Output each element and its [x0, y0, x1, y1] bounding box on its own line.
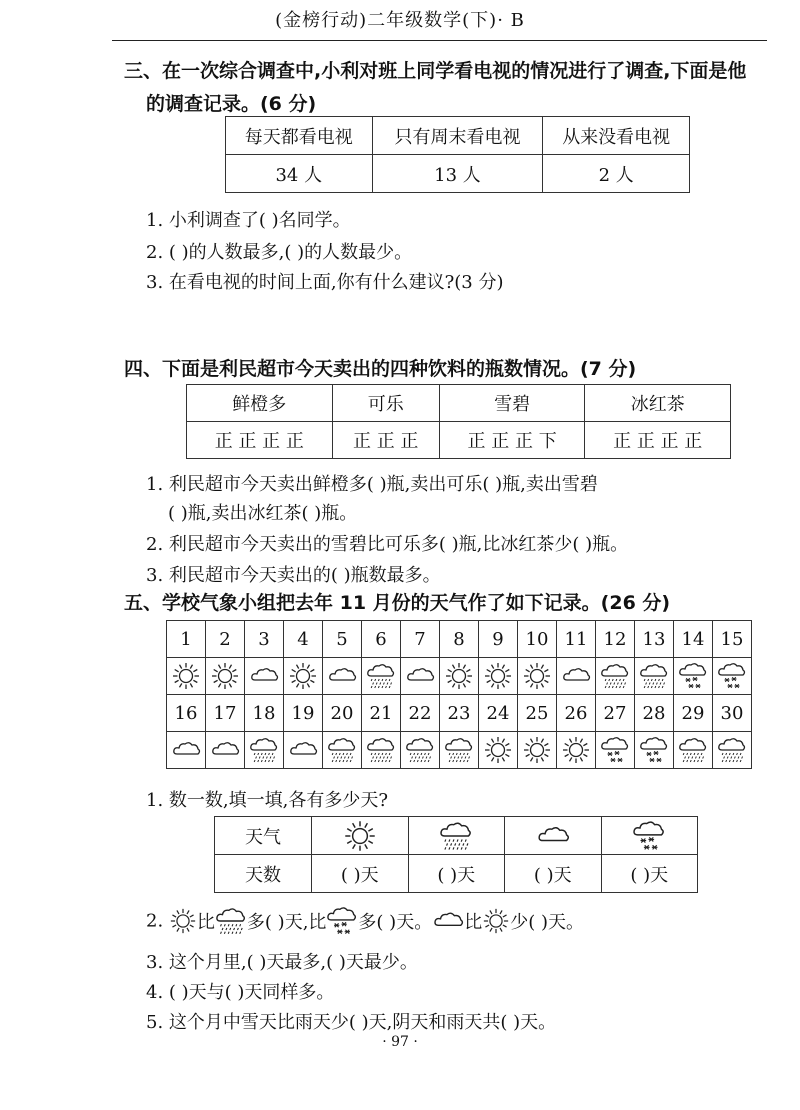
snow-icon [600, 739, 630, 760]
sun-icon [171, 665, 201, 686]
day-number-cell: 1 [167, 621, 206, 658]
section5-title: 五、学校气象小组把去年 11 月份的天气作了如下记录。(26 分) [124, 592, 671, 614]
cloud-icon [536, 825, 570, 846]
tv-survey-table [225, 116, 690, 193]
day-number-cell: 11 [557, 621, 596, 658]
drink-col-sprite: 雪碧 [439, 385, 585, 422]
weather-cell [284, 658, 323, 695]
snow-icon [639, 739, 669, 760]
day-number-cell: 3 [245, 621, 284, 658]
weather-cell [440, 732, 479, 769]
sun-icon [483, 739, 513, 760]
s3-question-2: 2. ( )的人数最多,( )的人数最少。 [146, 242, 413, 263]
snow-icon [717, 665, 747, 686]
weather-cell [323, 732, 362, 769]
weather-cell [401, 658, 440, 695]
page-header: (金榜行动)二年级数学(下)· B [275, 10, 525, 31]
drink-col-cola: 可乐 [332, 385, 439, 422]
cloud-icon [561, 665, 591, 686]
drink-tally-cola: 正 正 正 [332, 422, 439, 459]
weather-cell [674, 658, 713, 695]
sun-icon [482, 910, 510, 931]
cloud-icon [249, 665, 279, 686]
section4-title: 四、下面是利民超市今天卖出的四种饮料的瓶数情况。(7 分) [124, 358, 637, 380]
sun-icon [483, 665, 513, 686]
day-number-cell: 9 [479, 621, 518, 658]
s4-question-2: 2. 利民超市今天卖出的雪碧比可乐多( )瓶,比冰红茶少( )瓶。 [146, 534, 629, 555]
count-cloud-cell [505, 817, 602, 855]
drink-tally-icetea: 正 正 正 正 [585, 422, 731, 459]
weather-cell [206, 732, 245, 769]
rain-icon [678, 739, 708, 760]
s4-question-1: 1. 利民超市今天卖出鲜橙多( )瓶,卖出可乐( )瓶,卖出雪碧 [146, 474, 598, 495]
rain-icon [717, 739, 747, 760]
tv-val-never: 2 人 [543, 155, 690, 193]
rain-icon [600, 665, 630, 686]
s3-question-3: 3. 在看电视的时间上面,你有什么建议?(3 分) [146, 272, 504, 293]
count-rain-blank: ( )天 [408, 855, 505, 893]
s5-question-1: 1. 数一数,填一填,各有多少天? [146, 790, 388, 811]
sun-icon [444, 665, 474, 686]
sun-icon [522, 665, 552, 686]
q2-text-d: 比 [464, 912, 483, 933]
count-rain-cell [408, 817, 505, 855]
rain-icon [366, 739, 396, 760]
count-cloud-blank: ( )天 [505, 855, 602, 893]
weather-cell [557, 732, 596, 769]
sun-icon [343, 825, 377, 846]
q2-text-c: 多( )天。 [358, 912, 433, 933]
weather-cell [245, 732, 284, 769]
tv-val-weekend: 13 人 [372, 155, 543, 193]
q2-number: 2. [146, 910, 164, 932]
sun-icon [210, 665, 240, 686]
tv-col-weekend: 只有周末看电视 [372, 117, 543, 155]
drink-col-icetea: 冰红茶 [585, 385, 731, 422]
day-number-cell: 10 [518, 621, 557, 658]
rain-icon [439, 825, 473, 846]
s5-question-2 [146, 905, 584, 937]
drink-tally-sprite: 正 正 正 下 [439, 422, 585, 459]
cloud-icon [327, 665, 357, 686]
weather-cell [479, 658, 518, 695]
weather-cell [167, 658, 206, 695]
weather-cell [713, 658, 752, 695]
weather-record-table [166, 620, 752, 769]
cloud-icon [405, 665, 435, 686]
tv-col-everyday: 每天都看电视 [226, 117, 373, 155]
s4-question-3: 3. 利民超市今天卖出的( )瓶数最多。 [146, 565, 441, 586]
day-number-cell: 17 [206, 695, 245, 732]
s5-question-4: 4. ( )天与( )天同样多。 [146, 982, 335, 1003]
q2-text-b: 多( )天,比 [246, 912, 327, 933]
day-number-cell: 22 [401, 695, 440, 732]
weather-cell [440, 658, 479, 695]
header-rule [112, 40, 767, 41]
day-number-cell: 24 [479, 695, 518, 732]
page-number: · 97 · [382, 1034, 418, 1050]
section3-title: 三、在一次综合调查中,小利对班上同学看电视的情况进行了调查,下面是他 [124, 60, 747, 82]
cloud-icon [288, 739, 318, 760]
weather-cell [596, 732, 635, 769]
q2-text-e: 少( )天。 [510, 912, 584, 933]
weather-cell [479, 732, 518, 769]
rain-icon [249, 739, 279, 760]
day-number-cell: 18 [245, 695, 284, 732]
rain-icon [215, 910, 247, 931]
weather-cell [635, 732, 674, 769]
day-number-cell: 4 [284, 621, 323, 658]
count-snow-blank: ( )天 [601, 855, 698, 893]
day-number-cell: 27 [596, 695, 635, 732]
weather-cell [362, 658, 401, 695]
rain-icon [444, 739, 474, 760]
tv-val-everyday: 34 人 [226, 155, 373, 193]
count-sun-blank: ( )天 [312, 855, 409, 893]
day-number-cell: 12 [596, 621, 635, 658]
cloud-icon [210, 739, 240, 760]
weather-cell [713, 732, 752, 769]
weather-cell [245, 658, 284, 695]
weather-cell [596, 658, 635, 695]
day-number-cell: 6 [362, 621, 401, 658]
weather-cell [284, 732, 323, 769]
sun-icon [561, 739, 591, 760]
snow-icon [326, 910, 358, 931]
day-number-cell: 2 [206, 621, 245, 658]
day-number-cell: 20 [323, 695, 362, 732]
q2-text-a: 比 [196, 912, 215, 933]
day-number-cell: 26 [557, 695, 596, 732]
day-number-cell: 29 [674, 695, 713, 732]
sun-icon [169, 910, 197, 931]
s5-question-3: 3. 这个月里,( )天最多,( )天最少。 [146, 952, 418, 973]
weather-count-table [214, 816, 698, 893]
count-sun-cell [312, 817, 409, 855]
cloud-icon [171, 739, 201, 760]
day-number-cell: 5 [323, 621, 362, 658]
weather-cell [674, 732, 713, 769]
day-number-cell: 19 [284, 695, 323, 732]
sun-icon [288, 665, 318, 686]
day-number-cell: 16 [167, 695, 206, 732]
weather-cell [518, 658, 557, 695]
drink-tally-orange: 正 正 正 正 [187, 422, 333, 459]
weather-cell [362, 732, 401, 769]
s4-question-1-cont: ( )瓶,卖出冰红茶( )瓶。 [168, 503, 358, 524]
day-number-cell: 30 [713, 695, 752, 732]
count-row-weather-label: 天气 [215, 817, 312, 855]
rain-icon [639, 665, 669, 686]
tv-col-never: 从来没看电视 [543, 117, 690, 155]
rain-icon [405, 739, 435, 760]
day-number-cell: 15 [713, 621, 752, 658]
count-row-days-label: 天数 [215, 855, 312, 893]
count-snow-cell [601, 817, 698, 855]
drink-sales-table [186, 384, 731, 459]
weather-cell [167, 732, 206, 769]
s3-question-1: 1. 小利调查了( )名同学。 [146, 210, 351, 231]
cloud-icon [432, 910, 464, 931]
rain-icon [327, 739, 357, 760]
day-number-cell: 25 [518, 695, 557, 732]
day-number-cell: 23 [440, 695, 479, 732]
day-number-cell: 21 [362, 695, 401, 732]
weather-cell [206, 658, 245, 695]
day-number-cell: 13 [635, 621, 674, 658]
weather-cell [635, 658, 674, 695]
day-number-cell: 28 [635, 695, 674, 732]
sun-icon [522, 739, 552, 760]
day-number-cell: 8 [440, 621, 479, 658]
snow-icon [678, 665, 708, 686]
rain-icon [366, 665, 396, 686]
snow-icon [632, 825, 666, 846]
section3-title-cont: 的调查记录。(6 分) [146, 93, 317, 115]
day-number-cell: 7 [401, 621, 440, 658]
weather-cell [323, 658, 362, 695]
weather-cell [401, 732, 440, 769]
weather-cell [518, 732, 557, 769]
weather-cell [557, 658, 596, 695]
s5-question-5: 5. 这个月中雪天比雨天少( )天,阴天和雨天共( )天。 [146, 1012, 557, 1033]
day-number-cell: 14 [674, 621, 713, 658]
drink-col-orange: 鲜橙多 [187, 385, 333, 422]
